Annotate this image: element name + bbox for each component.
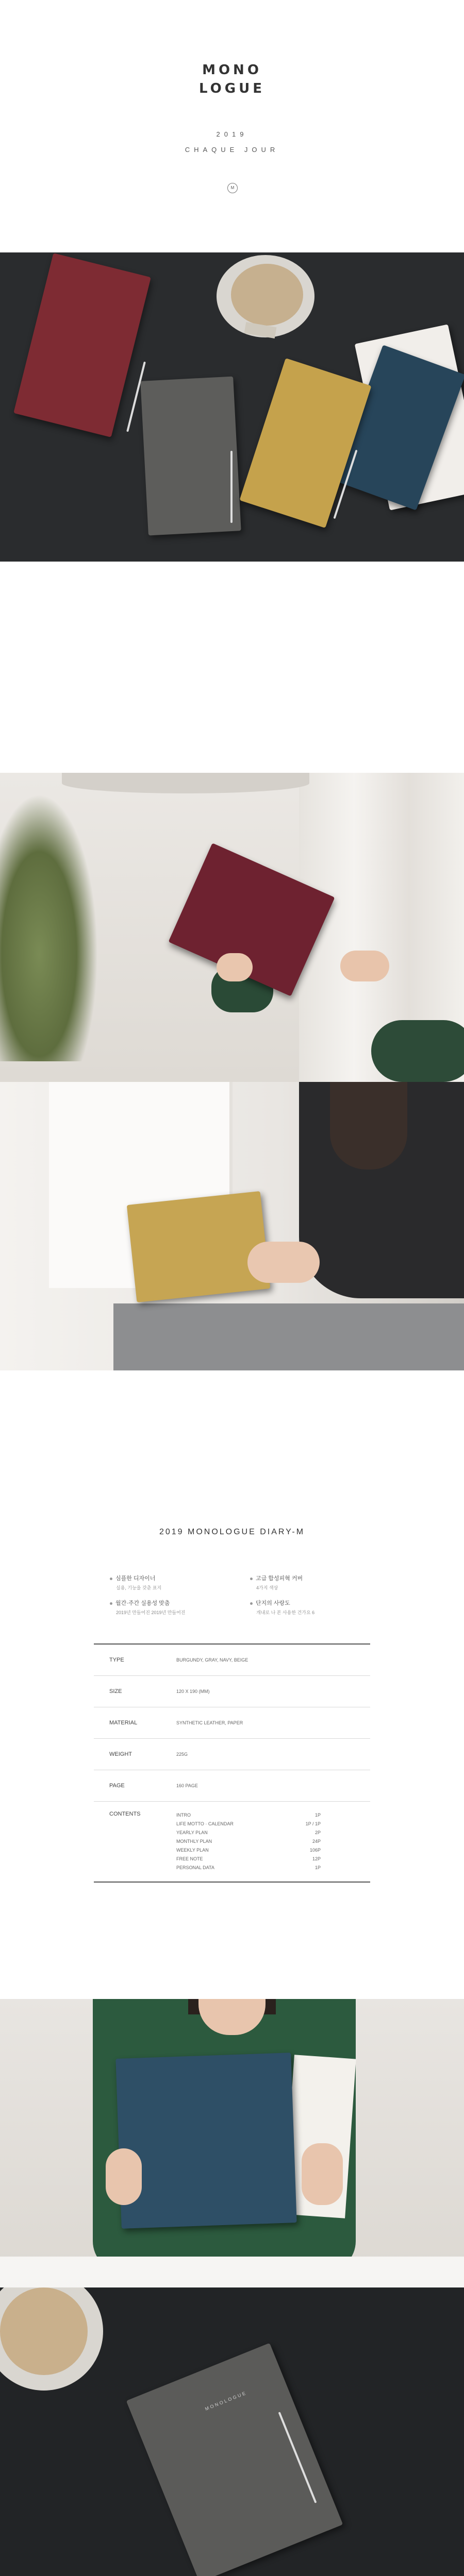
plant-image — [0, 793, 98, 1061]
contents-item: YEARLY PLAN 2P — [176, 1830, 321, 1835]
collection-label: CHAQUE JOUR — [185, 146, 279, 154]
feature-title: 심플한 디자이너 — [115, 1575, 156, 1582]
hand-image — [340, 951, 389, 981]
spec-row-page — [94, 1770, 370, 1802]
header-section — [0, 0, 464, 252]
table-image — [0, 2257, 464, 2287]
hand-image — [247, 1242, 320, 1283]
year-label: 2019 — [216, 130, 248, 138]
spec-value: 225G — [176, 1752, 188, 1757]
spec-key: MATERIAL — [109, 1720, 138, 1726]
feature-title: 고급 합성피혁 커버 — [256, 1575, 303, 1582]
spec-key: WEIGHT — [109, 1751, 132, 1757]
spec-value: 160 PAGE — [176, 1783, 198, 1788]
feature-item — [250, 1599, 374, 1616]
diary-burgundy-image — [13, 253, 151, 437]
spec-value: BURGUNDY, GRAY, NAVY, BEIGE — [176, 1657, 248, 1663]
spec-table — [94, 1643, 370, 1883]
hair-image — [330, 1082, 407, 1170]
sleeve-image — [371, 1020, 464, 1082]
spec-title: 2019 MONOLOGUE DIARY-M — [159, 1528, 305, 1536]
brand-line-1: MONO — [202, 62, 262, 78]
feature-title: 월간·주간 실용성 맞춤 — [115, 1600, 170, 1606]
contents-list — [176, 1811, 321, 1872]
spec-row-weight — [94, 1739, 370, 1770]
diary-navy-image — [115, 2053, 296, 2229]
spec-key: TYPE — [109, 1657, 124, 1663]
spec-row-size — [94, 1676, 370, 1707]
product-photo-navy-held — [0, 1999, 464, 2287]
brand-logo — [0, 61, 464, 98]
spec-value: SYNTHETIC LEATHER, PAPER — [176, 1720, 243, 1725]
brand-line-2: LOGUE — [199, 81, 265, 97]
feature-item — [110, 1599, 234, 1616]
size-badge: M — [227, 183, 238, 193]
feature-desc: 4가지 색상 — [256, 1585, 278, 1590]
product-photo-burgundy-held — [0, 773, 464, 1082]
spec-key: SIZE — [109, 1688, 122, 1694]
spec-section — [0, 1370, 464, 1999]
product-photo-flatlay — [0, 252, 464, 562]
spec-row-material — [94, 1707, 370, 1739]
feature-title: 단지의 사랑도 — [256, 1600, 290, 1606]
bullet-icon — [110, 1602, 112, 1605]
hand-image — [302, 2143, 343, 2205]
product-photo-beige-held — [0, 1082, 464, 1370]
pen-image — [230, 451, 233, 523]
spec-row-contents — [94, 1802, 370, 1882]
feature-item — [250, 1574, 374, 1591]
contents-item: LIFE MOTTO · CALENDAR 1P / 1P — [176, 1821, 321, 1826]
coffee-image — [231, 264, 303, 326]
contents-item: FREE NOTE 12P — [176, 1856, 321, 1861]
contents-item: MONTHLY PLAN 24P — [176, 1839, 321, 1844]
hand-image — [217, 953, 253, 981]
spec-row-type — [94, 1645, 370, 1676]
feature-desc: 개내로 나 본 사용한 건가요 6 — [256, 1610, 315, 1615]
product-photo-gray-closeup — [0, 2287, 464, 2576]
coffee-image — [0, 2287, 88, 2375]
diary-gray-image — [126, 2343, 343, 2576]
spec-key: CONTENTS — [109, 1811, 141, 1817]
diary-gray-image — [140, 376, 241, 535]
hand-image — [106, 2148, 142, 2205]
spacer — [0, 562, 464, 773]
bullet-icon — [250, 1602, 253, 1605]
feature-desc: 2019년 만들어진 2019년 만들어진 — [116, 1610, 186, 1615]
table-image — [62, 773, 309, 793]
spec-value: 120 X 190 (MM) — [176, 1689, 210, 1694]
bullet-icon — [110, 1578, 112, 1580]
contents-item: PERSONAL DATA 1P — [176, 1865, 321, 1870]
cover-label: MONOLOGUE — [204, 2390, 248, 2412]
jeans-image — [113, 1303, 464, 1370]
feature-desc: 실용, 기능을 갖춘 표지 — [116, 1585, 162, 1590]
spec-key: PAGE — [109, 1783, 125, 1789]
feature-item — [110, 1574, 234, 1591]
contents-item: WEEKLY PLAN 106P — [176, 1848, 321, 1853]
diary-beige-image — [239, 358, 371, 528]
bullet-icon — [250, 1578, 253, 1580]
contents-item: INTRO 1P — [176, 1812, 321, 1818]
diary-beige-image — [127, 1191, 270, 1302]
